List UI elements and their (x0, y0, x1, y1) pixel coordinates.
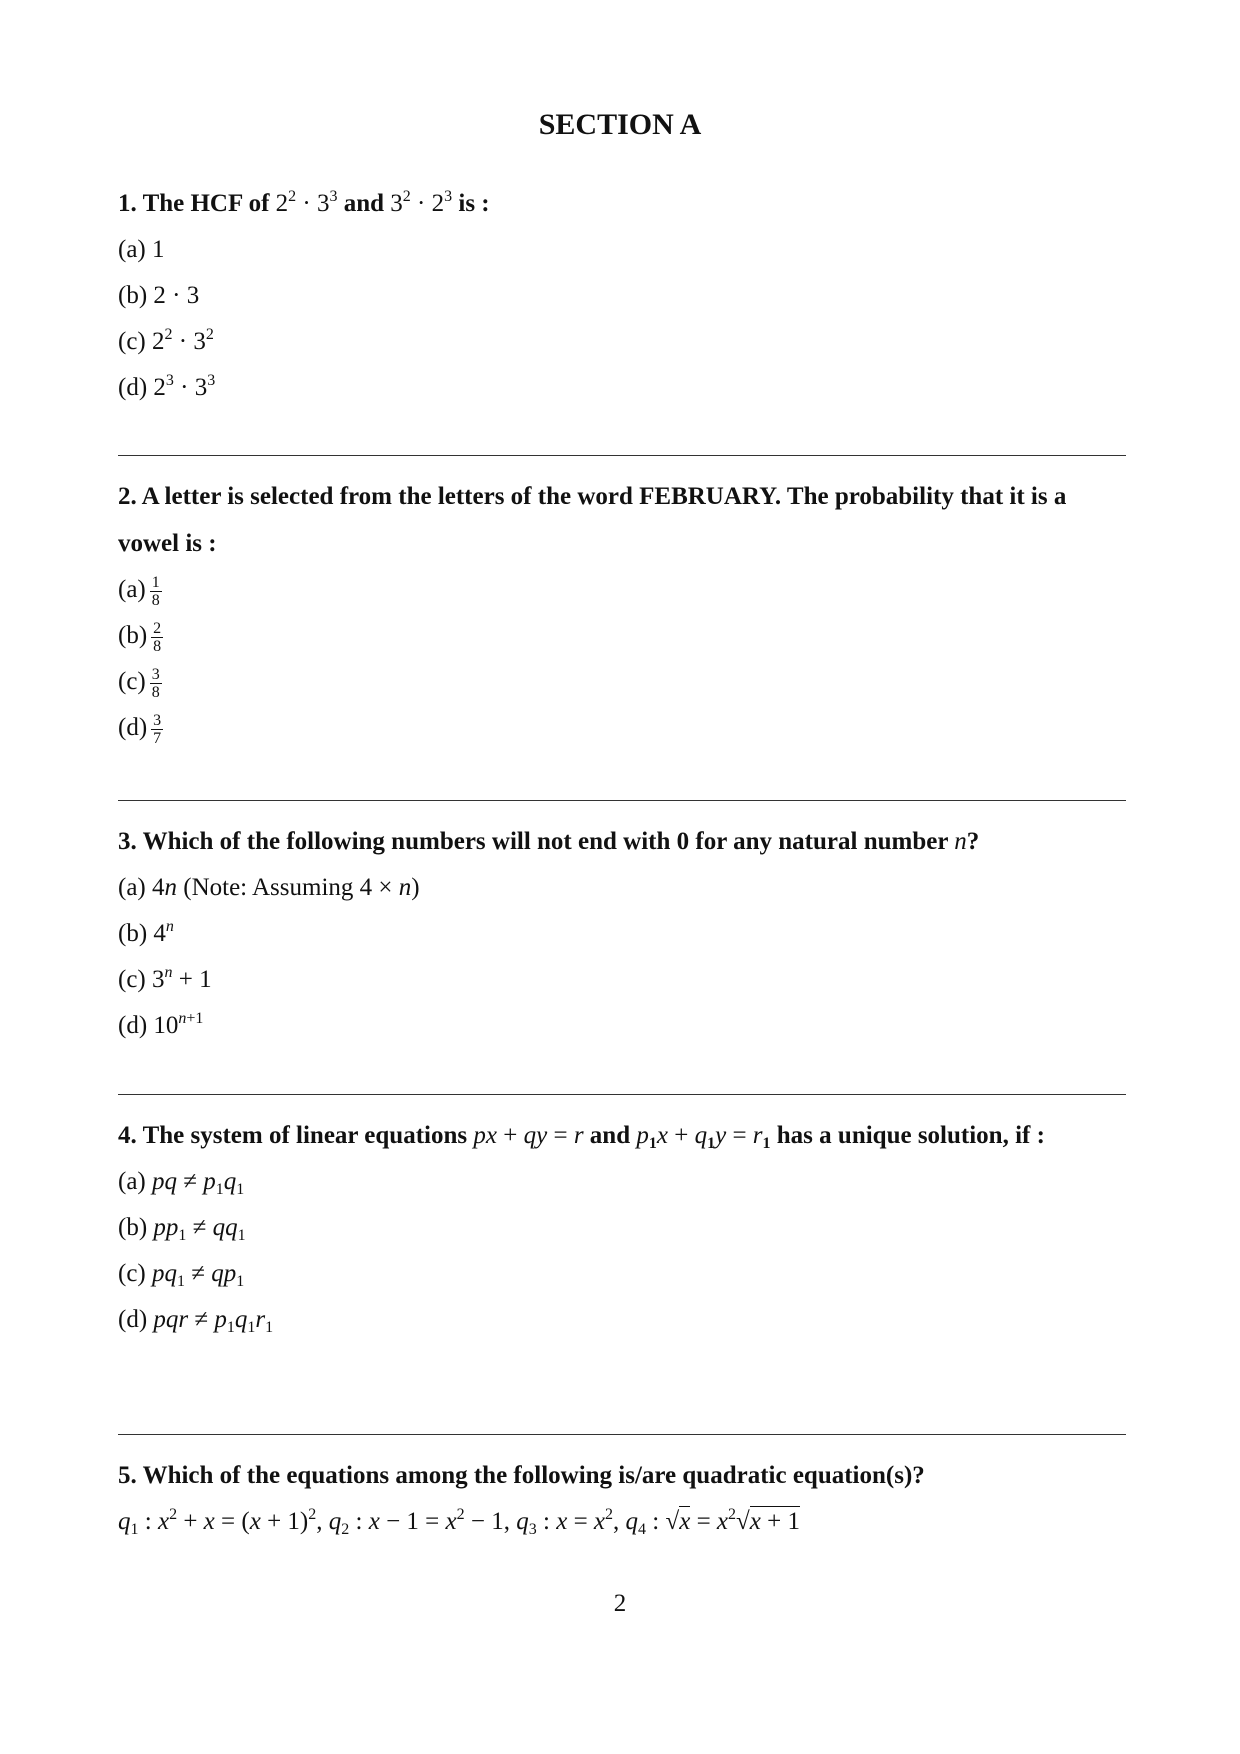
option-1a: (a) 1 (118, 236, 165, 263)
question-1 (118, 180, 1126, 411)
question-5-text: 5. Which of the equations among the following is/are quadratic equation(s)? (118, 1462, 925, 1489)
option-1b: (b) 2 · 3 (118, 282, 200, 309)
option-3a: (a) 4n (Note: Assuming 4 × n) (118, 874, 420, 901)
divider (118, 800, 1126, 801)
question-1-text: 1. The HCF of $2^2 \cdot 3^3$ and $3^2 \cdot 2^3$ is : (118, 188, 490, 217)
question-2 (118, 473, 1126, 751)
option-4a: (a) pq ≠ $p_1q_1$ (118, 1168, 245, 1198)
section-title: SECTION A (538, 108, 702, 141)
question-3 (118, 818, 1126, 1049)
option-3c: (c) $3^n + 1$ (118, 964, 212, 993)
option-2d: (d) $\frac{3}{7}$ (118, 711, 162, 747)
divider (118, 1434, 1126, 1435)
question-2-text: 2. A letter is selected from the letters of the word FEBRUARY. The probability that it is a vowel is : (118, 483, 1067, 557)
question-4-text: 4. The system of linear equations px + qy = r and $p_1x + q_1y = r_1$ has a unique solution, if : (118, 1122, 1045, 1152)
option-4c: (c) $pq_1 \ne qp_1$ (118, 1260, 245, 1290)
option-2b: (b) $\frac{2}{8}$ (118, 619, 162, 655)
divider (118, 455, 1126, 456)
option-4d: (d) pqr ≠ $p_1q_1r_1$ (118, 1306, 274, 1336)
option-4b: (b) $pp_1 \ne qq_1$ (118, 1214, 246, 1244)
question-5-equations: $q_1$ : $x^2 + x = (x + 1)^2$, $q_2$ : $x - 1 = x^2 - 1$, $q_3$ : $x = x^2$, $q_4$ : $√x = x^2√x + 1$ (118, 1506, 800, 1538)
option-1c: (c) $2^2 \cdot 3^2$ (118, 326, 214, 355)
option-2c: (c) $\frac{3}{8}$ (118, 665, 160, 701)
option-3d: (d) $10^{n+1}$ (118, 1010, 204, 1039)
question-4 (118, 1112, 1126, 1343)
option-2a: (a) $\frac{1}{8}$ (118, 573, 160, 609)
option-1d: (d) $2^3 \cdot 3^3$ (118, 372, 216, 401)
option-3b: (b) 4$^n$ (118, 918, 174, 947)
question-5 (118, 1452, 1126, 1545)
question-3-text: 3. Which of the following numbers will not end with 0 for any natural number n? (118, 828, 980, 855)
page-number: 2 (613, 1590, 627, 1617)
divider (118, 1094, 1126, 1095)
